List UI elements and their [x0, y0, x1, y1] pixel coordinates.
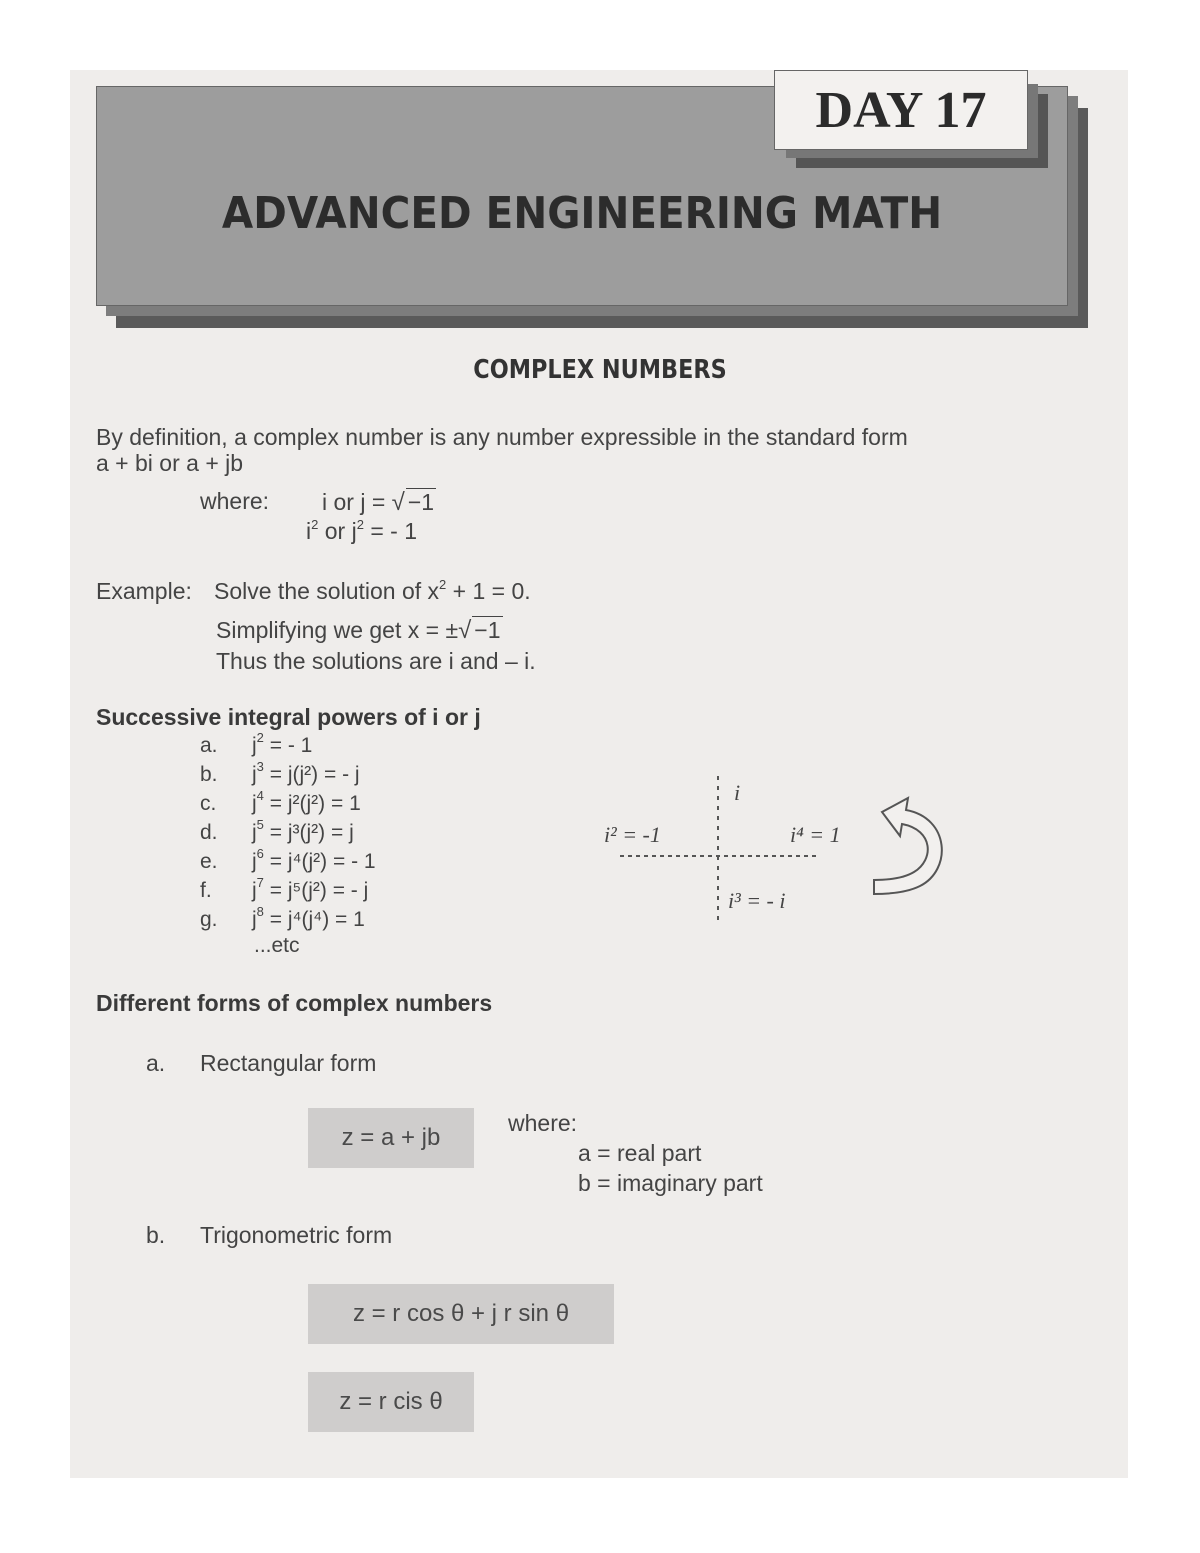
- power-base: j: [252, 850, 257, 873]
- where-label: where:: [200, 488, 270, 514]
- eq2-rest: = - 1: [363, 518, 417, 544]
- cis-formula-box: z = r cis θ: [308, 1372, 474, 1432]
- banner-title: ADVANCED ENGINEERING MATH: [221, 188, 943, 239]
- example-label: Example:: [96, 578, 192, 604]
- forms-heading: Different forms of complex numbers: [96, 990, 493, 1016]
- radicand: −1: [474, 617, 501, 643]
- rectangular-formula-box: z = a + jb: [308, 1108, 474, 1168]
- example-line1-exp: 2: [439, 577, 447, 592]
- form-a-where-imag: b = imaginary part: [578, 1170, 763, 1196]
- power-item-marker: e.: [200, 850, 218, 873]
- power-exponent: 3: [256, 759, 264, 774]
- power-rest: = - 1: [263, 734, 313, 757]
- rotation-arrow-icon: [874, 798, 942, 894]
- power-rest: = j⁴(j⁴) = 1: [263, 908, 365, 931]
- power-item-marker: b.: [200, 763, 218, 786]
- power-base: j: [252, 908, 257, 931]
- power-item-expression: [252, 817, 354, 845]
- example-line1-post: + 1 = 0.: [446, 578, 531, 604]
- power-rest: = j²(j²) = 1: [263, 792, 361, 815]
- example-line1-pre: Solve the solution of x: [214, 578, 440, 604]
- power-base: j: [252, 821, 257, 844]
- example-line2-pre: Simplifying we get x = ±: [216, 617, 459, 643]
- form-a-label: Rectangular form: [200, 1050, 377, 1076]
- form-a-where-label: where:: [508, 1110, 578, 1136]
- power-base: j: [252, 792, 257, 815]
- form-b-marker: b.: [146, 1222, 166, 1248]
- definition-line-2: a + bi or a + jb: [96, 450, 244, 476]
- eq2-mid: or j: [318, 518, 357, 544]
- powers-heading: Successive integral powers of i or j: [96, 704, 481, 730]
- power-exponent: 2: [256, 730, 264, 745]
- powers-etc: ...etc: [254, 934, 300, 957]
- diagram-top-label: i: [734, 780, 741, 805]
- example-line-1: [214, 578, 531, 605]
- diagram-bottom-label: i³ = - i: [728, 888, 786, 913]
- power-rest: = j³(j²) = j: [263, 821, 354, 844]
- power-item-marker: c.: [200, 792, 217, 815]
- eq2-exp-1: 2: [311, 517, 319, 532]
- power-rest: = j⁴(j²) = - 1: [263, 850, 376, 873]
- day-label: DAY 17: [774, 70, 1028, 150]
- power-item-marker: a.: [200, 734, 218, 757]
- power-item-expression: [252, 875, 369, 903]
- power-item-expression: [252, 846, 376, 874]
- diagram-right-label: i⁴ = 1: [790, 822, 841, 847]
- power-exponent: 7: [256, 875, 264, 890]
- diagram-left-label: i² = -1: [604, 822, 661, 847]
- power-item-expression: [252, 788, 361, 816]
- power-rest: = j⁵(j²) = - j: [263, 879, 369, 902]
- power-item-expression: [252, 904, 365, 932]
- definition-eq-2: [306, 518, 417, 545]
- power-base: j: [252, 734, 257, 757]
- power-item-expression: [252, 759, 360, 787]
- power-item-marker: g.: [200, 908, 218, 931]
- power-exponent: 4: [256, 788, 264, 803]
- form-a-marker: a.: [146, 1050, 166, 1076]
- form-a-where-real: a = real part: [578, 1140, 702, 1166]
- power-item-marker: f.: [200, 879, 212, 902]
- definition-line-1: By definition, a complex number is any number expressible in the standard form: [96, 424, 908, 450]
- power-exponent: 8: [256, 904, 264, 919]
- eq2-exp-2: 2: [356, 517, 364, 532]
- definition-eq-1: [322, 488, 436, 517]
- powers-cycle-diagram: [590, 770, 970, 930]
- power-item-marker: d.: [200, 821, 218, 844]
- form-b-label: Trigonometric form: [200, 1222, 393, 1248]
- trigonometric-formula-box: z = r cos θ + j r sin θ: [308, 1284, 614, 1344]
- eq2-base: i: [306, 518, 312, 544]
- power-exponent: 5: [256, 817, 264, 832]
- eq1-lhs: i or j =: [322, 489, 386, 515]
- power-base: j: [252, 879, 257, 902]
- radical-sign: √: [458, 617, 472, 644]
- power-exponent: 6: [256, 846, 264, 861]
- power-base: j: [252, 763, 257, 786]
- radical-sign: √: [391, 489, 405, 516]
- example-line-2: [216, 616, 503, 645]
- section-title: COMPLEX NUMBERS: [473, 355, 727, 385]
- example-line-3: Thus the solutions are i and – i.: [216, 648, 536, 674]
- radicand: −1: [407, 489, 435, 515]
- power-rest: = j(j²) = - j: [263, 763, 360, 786]
- power-item-expression: [252, 730, 313, 758]
